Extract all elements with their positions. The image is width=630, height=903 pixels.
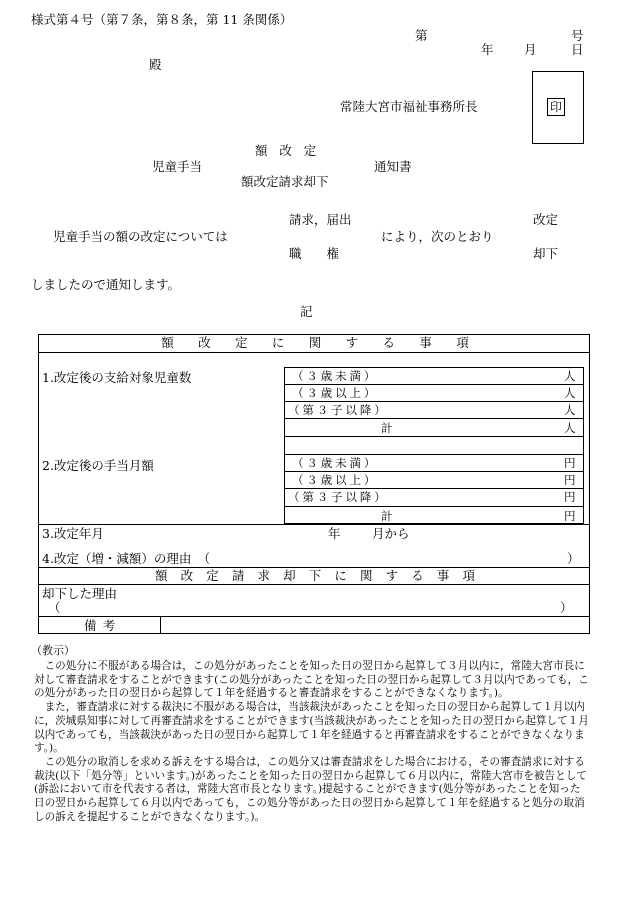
table-line bbox=[160, 616, 161, 634]
title-right: 通知書 bbox=[374, 159, 412, 174]
result-option-revise: 改定 bbox=[533, 212, 559, 227]
body-lead: 児童手当の額の改定については bbox=[53, 229, 228, 244]
amount-third-label: （第３子以降） bbox=[288, 490, 389, 504]
amount-under3-label: （３歳未満） bbox=[292, 456, 379, 470]
section2-header bbox=[0, 570, 630, 583]
rejection-reason-label: 却下した理由 bbox=[42, 586, 118, 601]
children-third-unit: 人 bbox=[564, 403, 576, 417]
amount-over3-unit: 円 bbox=[564, 473, 576, 487]
table-line bbox=[284, 506, 584, 507]
issuer-name: 常陸大宮市福祉事務所長 bbox=[340, 99, 478, 114]
table-line bbox=[38, 584, 590, 585]
table-line bbox=[284, 454, 584, 455]
item4-label: 4.改定（増・減額）の理由 （ bbox=[42, 551, 211, 566]
rejection-reason-close: ） bbox=[560, 600, 573, 615]
seal-mark: 印 bbox=[547, 98, 565, 116]
amount-third-unit: 円 bbox=[564, 490, 576, 504]
notes-heading: （教示） bbox=[31, 644, 75, 657]
section1-header-text: 額改定に関する事項 bbox=[161, 335, 494, 350]
date-month: 月 bbox=[524, 42, 537, 57]
item2-label: 2.改定後の手当月額 bbox=[42, 458, 154, 473]
appeal-instructions bbox=[34, 660, 590, 824]
document-number-label: 第 bbox=[415, 28, 428, 43]
children-under3-unit: 人 bbox=[564, 369, 576, 383]
table-line bbox=[284, 488, 584, 489]
amount-over3-label: （３歳以上） bbox=[292, 473, 379, 487]
body-closing: しましたので通知します。 bbox=[31, 277, 181, 292]
table-line bbox=[284, 471, 584, 472]
table-line bbox=[284, 401, 584, 402]
item1-label: 1.改定後の支給対象児童数 bbox=[42, 370, 192, 385]
amount-total-label: 計 bbox=[381, 509, 393, 523]
ki-heading: 記 bbox=[300, 304, 313, 319]
children-total-unit: 人 bbox=[564, 421, 576, 435]
item4-close: ） bbox=[567, 551, 580, 566]
notes-paragraph-2: また，審査請求に対する裁決に不服がある場合は，当該裁決があったことを知った日の翌日から起算して１月以内に，茨城県知事に対して再審査請求をすることができます(当該裁決があったことを知った日の翌日から起算して１月以内であっても，当該裁決があった日の翌日から起算して１年を経過すると再審査請求をすることができなくなります。)。 bbox=[34, 701, 589, 755]
date-year: 年 bbox=[481, 42, 494, 57]
amount-total-unit: 円 bbox=[564, 509, 576, 523]
addressee-suffix: 殿 bbox=[149, 57, 162, 72]
reason-option-ex-officio: 職 権 bbox=[289, 246, 340, 261]
children-under3-label: （３歳未満） bbox=[292, 369, 379, 383]
reason-option-request: 請求，届出 bbox=[289, 212, 352, 227]
section2-header-text: 額改定請求却下に関する事項 bbox=[154, 568, 489, 583]
children-over3-label: （３歳以上） bbox=[292, 386, 379, 400]
table-line bbox=[38, 616, 590, 617]
document-number-suffix: 号 bbox=[571, 28, 584, 43]
item3-month: 月から bbox=[372, 526, 410, 541]
table-line bbox=[284, 418, 584, 419]
notes-paragraph-1: この処分に不服がある場合は，この処分があったことを知った日の翌日から起算して３月以内に，常陸大宮市長に対して審査請求をすることができます(この処分があったことを知った日の翌日から起算して３月以内であっても，この処分があった日の翌日から起算して１年を経過すると審査請求をすることができなくなります。)。 bbox=[34, 660, 589, 700]
item3-label: 3.改定年月 bbox=[42, 526, 104, 541]
table-line bbox=[284, 384, 584, 385]
table-line bbox=[38, 352, 590, 353]
table-line bbox=[284, 436, 584, 437]
result-option-reject: 却下 bbox=[533, 246, 559, 261]
title-left: 児童手当 bbox=[152, 159, 203, 174]
title-top: 額改定 bbox=[255, 143, 329, 158]
children-total-label: 計 bbox=[381, 421, 393, 435]
children-over3-unit: 人 bbox=[564, 386, 576, 400]
children-third-label: （第３子以降） bbox=[288, 403, 389, 417]
remarks-label: 備考 bbox=[84, 618, 122, 633]
table-line bbox=[38, 524, 590, 525]
body-middle: により，次のとおり bbox=[381, 229, 494, 244]
form-number: 様式第４号（第７条，第８条，第 11 条関係） bbox=[31, 12, 293, 27]
item3-year: 年 bbox=[328, 526, 341, 541]
section1-header bbox=[0, 337, 630, 350]
date-day: 日 bbox=[571, 42, 584, 57]
notes-paragraph-3: この処分の取消しを求める訴えをする場合は，この処分又は審査請求をした場合における，その審査請求に対する裁決(以下「処分等」といいます。)があったことを知った日の翌日から起算して６月以内に，常陸大宮市を被告として(訴訟において市を代表する者は，常陸大宮市長となります。)提起することができます(処分等があったことを知った日の翌日から起算して６月以内であっても，この処分等があった日の翌日から起算して１年を経過すると処分の取消しの訴えを提起することができなくなります。)。 bbox=[34, 755, 587, 823]
amount-under3-unit: 円 bbox=[564, 456, 576, 470]
title-bottom: 額改定請求却下 bbox=[241, 174, 329, 189]
rejection-reason-open: （ bbox=[48, 600, 61, 615]
